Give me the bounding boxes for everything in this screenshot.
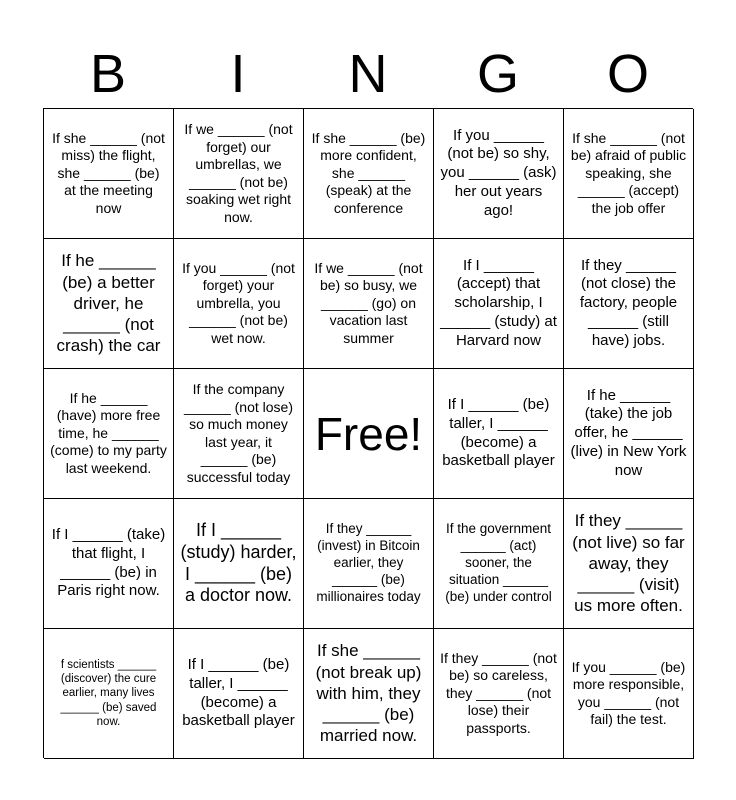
bingo-cell[interactable]	[434, 499, 564, 629]
cell-text: If we ______ (not forget) our umbrellas, we ______ (not be) soaking wet right now.	[184, 121, 293, 225]
cell-text: If the government ______ (act) sooner, the situation ______ (be) under control	[445, 521, 552, 604]
bingo-header	[43, 40, 693, 108]
cell-text: If they ______ (not live) so far away, they ______ (visit) us more often.	[572, 511, 685, 616]
cell-text: If he ______ (have) more free time, he ______ (come) to my party last weekend.	[50, 389, 167, 476]
bingo-cell[interactable]	[44, 239, 174, 369]
bingo-cell[interactable]	[174, 499, 304, 629]
cell-text: If they ______ (not close) the factory, people ______ (still have) jobs.	[579, 256, 678, 349]
cell-text: If they ______ (not be) so careless, they ______ (not lose) their passports.	[440, 649, 557, 736]
cell-text: If I ______ (be) taller, I ______ (become) a basketball player	[182, 656, 295, 730]
bingo-cell[interactable]	[434, 369, 564, 499]
header-letter-n: N	[348, 44, 388, 104]
cell-text: If I ______ (study) harder, I ______ (be) a doctor now.	[180, 520, 297, 606]
bingo-cell[interactable]	[434, 239, 564, 369]
cell-text: If she ______ (not miss) the flight, she ______ (be) at the meeting now	[52, 129, 165, 216]
free-cell[interactable]	[304, 369, 434, 499]
cell-text: If you ______ (not forget) your umbrella, you ______ (not be) wet now.	[182, 259, 295, 346]
cell-text: If you ______ (not be) so shy, you ______ (ask) her out years ago!	[440, 126, 557, 219]
bingo-cell[interactable]	[174, 239, 304, 369]
bingo-cell[interactable]	[434, 109, 564, 239]
bingo-cell[interactable]	[304, 239, 434, 369]
bingo-cell[interactable]	[304, 109, 434, 239]
cell-text: If I ______ (take) that flight, I ______ (be) in Paris right now.	[51, 526, 166, 600]
bingo-cell[interactable]	[44, 369, 174, 499]
cell-text: If he ______ (be) a better driver, he ______ (not crash) the car	[56, 251, 161, 356]
bingo-cell[interactable]	[44, 109, 174, 239]
bingo-cell[interactable]	[434, 629, 564, 759]
cell-text: If we ______ (not be) so busy, we ______ (go) on vacation last summer	[314, 259, 423, 346]
header-letter-i: I	[230, 44, 246, 104]
cell-text: If she ______ (not be) afraid of public speaking, she ______ (accept) the job offer	[570, 129, 687, 216]
cell-text: If he ______ (take) the job offer, he ______ (live) in New York now	[570, 386, 687, 479]
cell-text: If you ______ (be) more responsible, you ______ (not fail) the test.	[571, 658, 686, 727]
header-letter-o: O	[606, 44, 649, 104]
bingo-cell[interactable]	[304, 629, 434, 759]
bingo-cell[interactable]	[304, 499, 434, 629]
header-letter-b: B	[89, 44, 127, 104]
bingo-cell[interactable]	[44, 629, 174, 759]
cell-text: If I ______ (accept) that scholarship, I ______ (study) at Harvard now	[440, 256, 557, 349]
bingo-cell[interactable]	[174, 369, 304, 499]
cell-text: If I ______ (be) taller, I ______ (become) a basketball player	[442, 396, 555, 470]
cell-text: If she ______ (be) more confident, she ______ (speak) at the conference	[311, 129, 426, 216]
bingo-cell[interactable]	[564, 629, 694, 759]
cell-text: If the company ______ (not lose) so much money last year, it ______ (be) successful today	[184, 381, 293, 485]
cell-text: If she ______ (not break up) with him, they ______ (be) married now.	[315, 641, 422, 746]
bingo-grid	[43, 108, 693, 758]
bingo-cell[interactable]	[44, 499, 174, 629]
bingo-cell[interactable]	[564, 109, 694, 239]
header-letter-g: G	[476, 44, 519, 104]
cell-text: If they ______ (invest) in Bitcoin earlier, they ______ (be) millionaires today	[316, 521, 421, 604]
bingo-cell[interactable]	[564, 239, 694, 369]
bingo-cell[interactable]	[564, 369, 694, 499]
bingo-cell[interactable]	[174, 109, 304, 239]
bingo-cell[interactable]	[174, 629, 304, 759]
bingo-cell[interactable]	[564, 499, 694, 629]
free-label: Free!	[314, 407, 423, 460]
cell-text: f scientists ______ (discover) the cure earlier, many lives ______ (be) saved now.	[60, 658, 157, 729]
